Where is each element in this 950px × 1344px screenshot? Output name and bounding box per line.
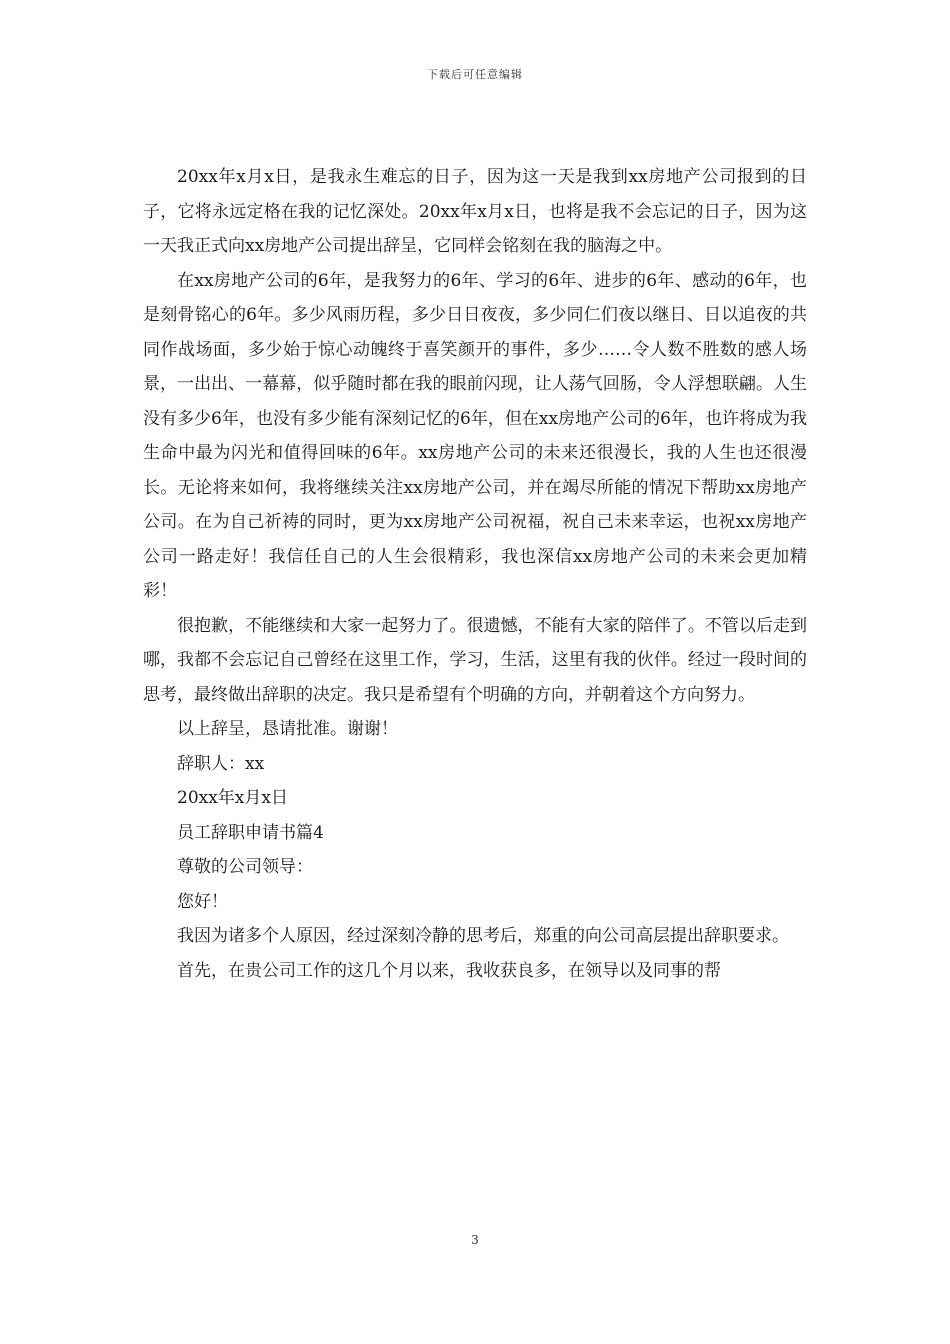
paragraph-10: 我因为诸多个人原因，经过深刻冷静的思考后，郑重的向公司高层提出辞职要求。 [177, 926, 789, 946]
paragraph-4: 以上辞呈，恳请批准。谢谢！ [177, 719, 398, 739]
paragraph-6: 20xx年x月x日 [177, 788, 288, 808]
paragraph-1: 20xx年x月x日，是我永生难忘的日子，因为这一天是我到xx房地产公司报到的日子，它将永远定格在我的记忆深处。20xx年x月x日，也将是我不会忘记的日子，因为这一天我正式向xx房地产公司提出辞呈，它同样会铭刻在我的脑海之中。 [143, 167, 807, 256]
paragraph-8: 尊敬的公司领导： [177, 857, 313, 877]
paragraph-9: 您好！ [177, 891, 228, 912]
paragraph-3: 很抱歉，不能继续和大家一起努力了。很遗憾，不能有大家的陪伴了。不管以后走到哪，我都不会忘记自己曾经在这里工作，学习，生活，这里有我的伙伴。经过一段时间的思考，最终做出辞职的决定。我只是希望有个明确的方向，并朝着这个方向努力。 [143, 615, 807, 705]
page-number: 3 [471, 1233, 479, 1247]
page-header: 下载后可任意编辑 [427, 68, 523, 81]
paragraph-5: 辞职人：xx [177, 753, 265, 774]
paragraph-7: 员工辞职申请书篇4 [177, 822, 324, 843]
paragraph-2: 在xx房地产公司的6年，是我努力的6年、学习的6年、进步的6年、感动的6年，也是刻骨铭心的6年。多少风雨历程，多少日日夜夜，多少同仁们夜以继日、日以追夜的共同作战场面，多少始于惊心动魄终于喜笑颜开的事件，多少……令人数不胜数的感人场景，一出出、一幕幕，似乎随时都在我的眼前闪现，让人荡气回肠，令人浮想联翩。人生没有多少6年，也没有多少能有深刻记忆的6年，但在xx房地产公司的6年，也许将成为我生命中最为闪光和值得回味的6年。xx房地产公司的未来还很漫长，我的人生也还很漫长。无论将来如何，我将继续关注xx房地产公司，并在竭尽所能的情况下帮助xx房地产公司。在为自己祈祷的同时，更为xx房地产公司祝福，祝自己未来幸运，也祝xx房地产公司一路走好！我信任自己的人生会很精彩，我也深信xx房地产公司的未来会更加精彩！ [143, 270, 807, 601]
paragraph-11: 首先，在贵公司工作的这几个月以来，我收获良多，在领导以及同事的帮 [177, 960, 721, 981]
document-body [143, 160, 807, 988]
